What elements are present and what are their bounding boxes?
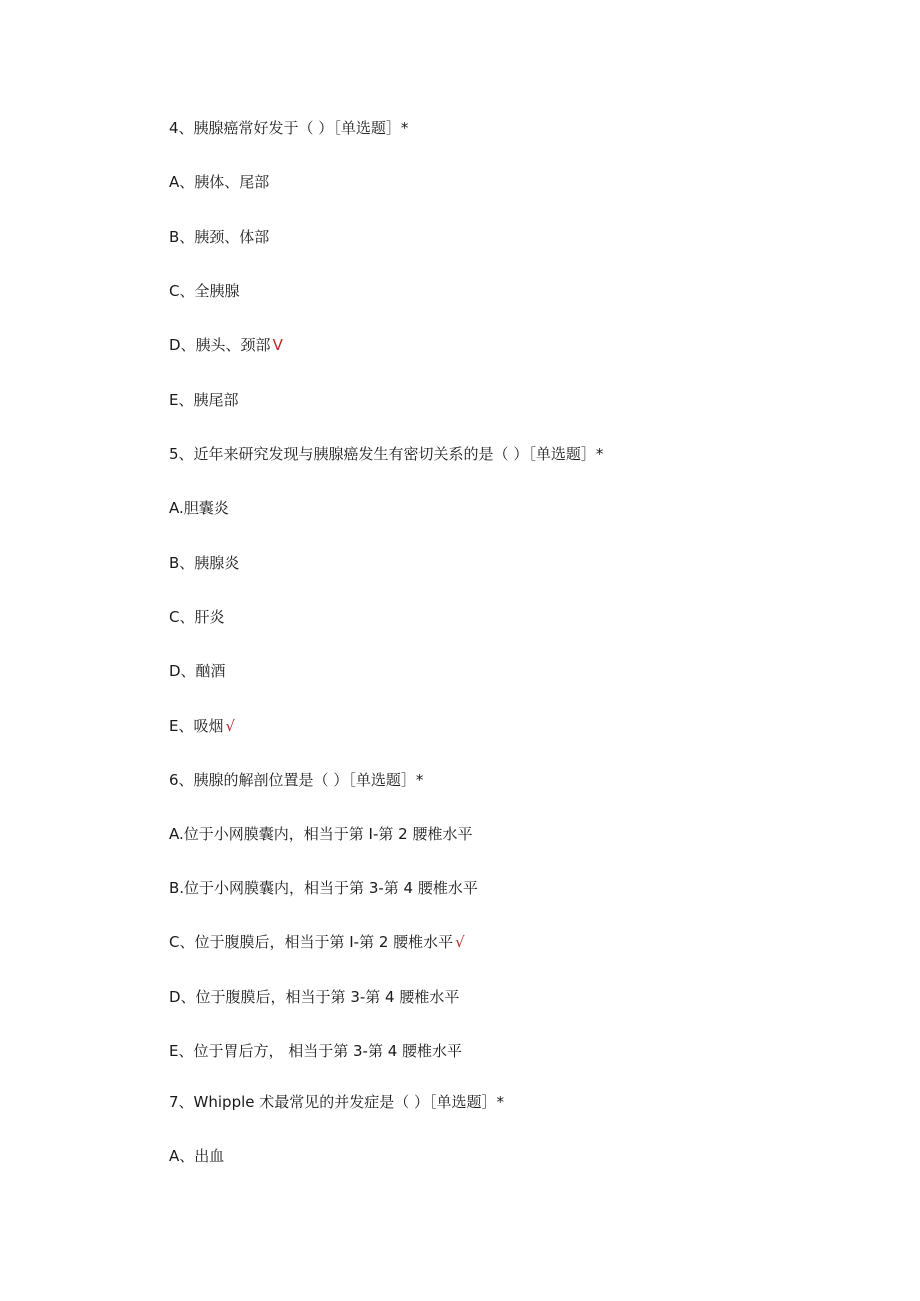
question-4-option-b [169, 227, 269, 247]
question-6-option-d [169, 987, 459, 1007]
question-5-option-d [169, 661, 226, 681]
question-7-option-a [169, 1146, 224, 1166]
line-text: 6、胰腺的解剖位置是（ ）［单选题］* [169, 771, 424, 789]
line-text: B、胰颈、体部 [169, 228, 270, 246]
correct-answer-mark: √ [225, 717, 236, 735]
question-4-option-d [169, 335, 283, 355]
line-text: 5、近年来研究发现与胰腺癌发生有密切关系的是（ ）［单选题］* [169, 445, 604, 463]
question-5-option-c [169, 607, 224, 627]
line-text: 4、胰腺癌常好发于（ ）［单选题］* [169, 119, 409, 137]
line-text: B、胰腺炎 [169, 554, 240, 572]
line-text: E、胰尾部 [169, 391, 239, 409]
question-7-title [169, 1092, 504, 1112]
question-5-option-e [169, 716, 235, 736]
question-4-option-e [169, 390, 238, 410]
question-6-option-c [169, 932, 465, 952]
line-text: C、全胰腺 [169, 282, 240, 300]
line-text: E、吸烟 [169, 717, 224, 735]
line-text: 7、Whipple 术最常见的并发症是（ ）［单选题］* [169, 1093, 505, 1111]
question-6-title [169, 770, 423, 790]
question-5-option-b [169, 553, 239, 573]
question-4-option-c [169, 281, 239, 301]
line-text: A.胆囊炎 [169, 499, 229, 517]
line-text: C、位于腹膜后，相当于第 I-第 2 腰椎水平 [169, 933, 454, 951]
question-5-title [169, 444, 603, 464]
question-6-option-e [169, 1041, 462, 1061]
line-text: B.位于小网膜囊内，相当于第 3-第 4 腰椎水平 [169, 879, 478, 897]
question-6-option-b [169, 878, 478, 898]
question-5-option-a [169, 498, 229, 518]
question-6-option-a [169, 824, 472, 844]
line-text: A、胰体、尾部 [169, 173, 270, 191]
question-4-option-a [169, 172, 269, 192]
line-text: D、位于腹膜后，相当于第 3-第 4 腰椎水平 [169, 988, 460, 1006]
question-4-title [169, 118, 408, 138]
line-text: A.位于小网膜囊内，相当于第 I-第 2 腰椎水平 [169, 825, 473, 843]
line-text: E、位于胃后方， 相当于第 3-第 4 腰椎水平 [169, 1042, 463, 1060]
line-text: C、肝炎 [169, 608, 225, 626]
line-text: A、出血 [169, 1147, 225, 1165]
correct-answer-mark: V [272, 336, 283, 354]
line-text: D、胰头、颈部 [169, 336, 271, 354]
line-text: D、酗酒 [169, 662, 226, 680]
correct-answer-mark: √ [455, 933, 465, 951]
